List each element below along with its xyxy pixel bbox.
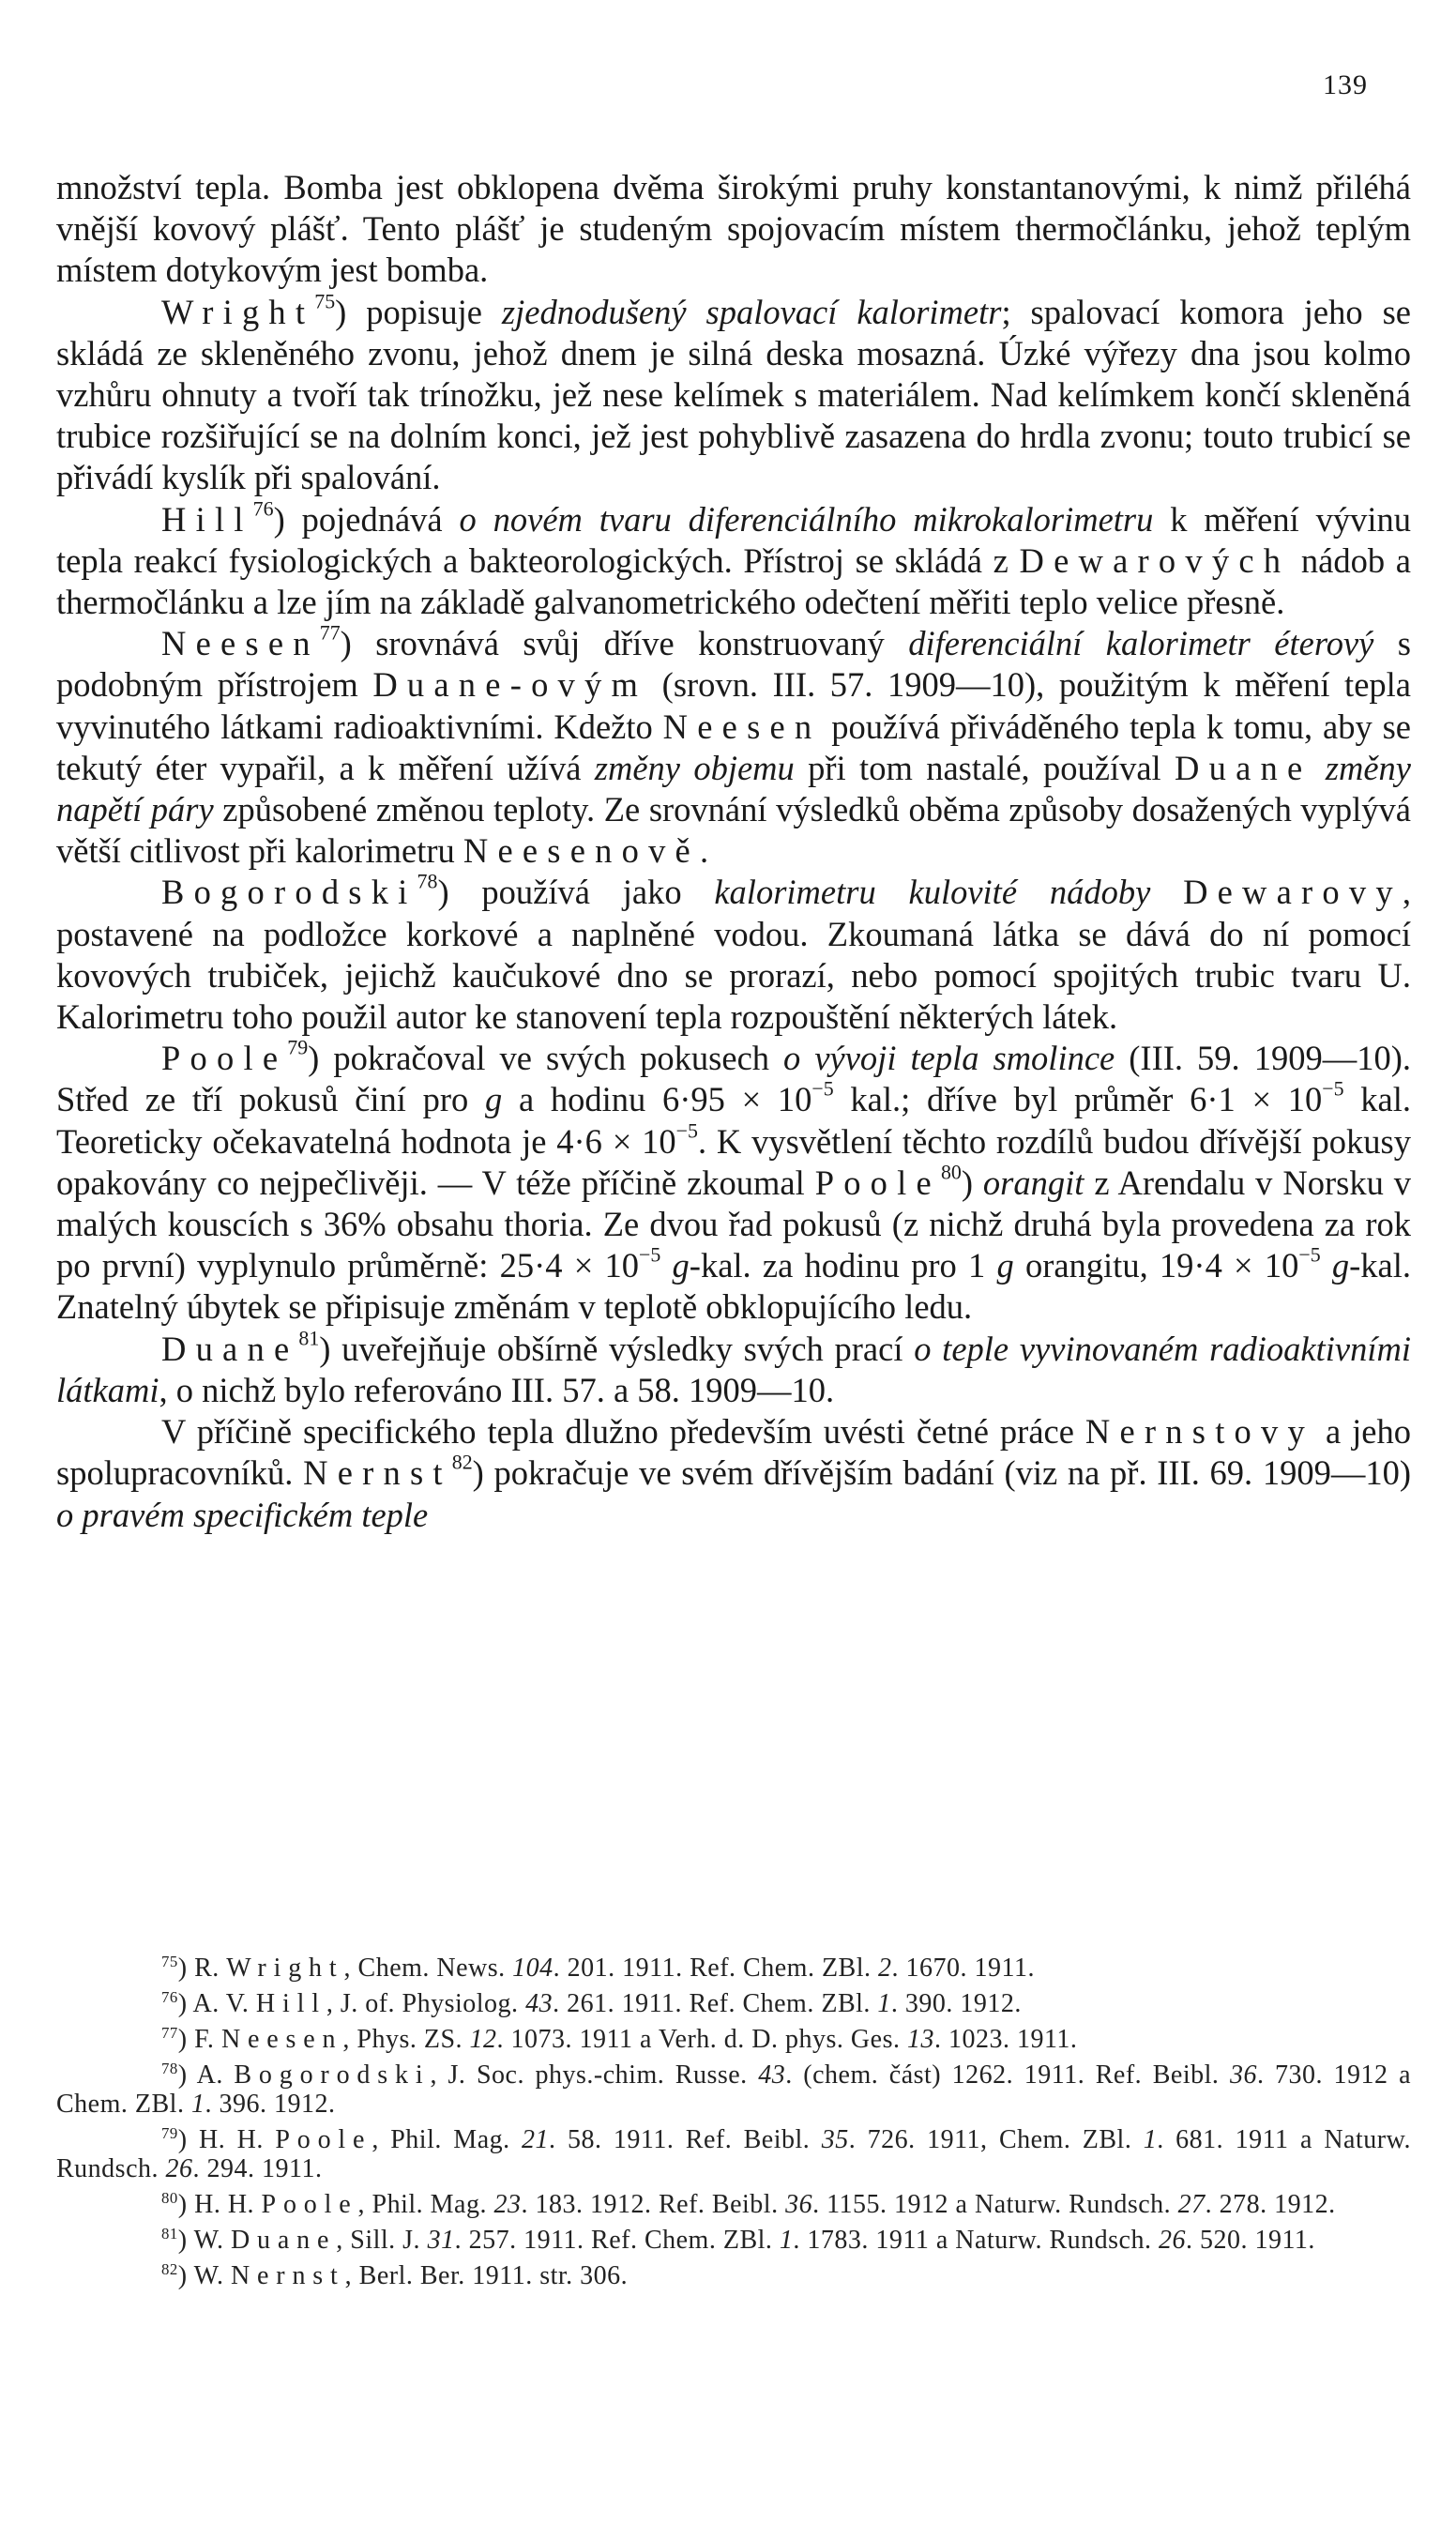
footnote-ref: −5 [1322, 1077, 1344, 1102]
italic-text: diferenciální kalorimetr éterový [908, 624, 1374, 663]
paragraph [56, 620, 1411, 872]
footnote-ref: 77 [319, 620, 341, 645]
text-run: , Phys. ZS. [342, 2025, 470, 2054]
text-run: ) W. [177, 2261, 231, 2290]
text-run: . 1670. 1911. [891, 1954, 1035, 1983]
body-text [56, 167, 1411, 1536]
text-run: . 1073. 1911 a Verh. d. D. phys. Ges. [496, 2025, 907, 2054]
italic-text: 1 [779, 2226, 794, 2255]
footnote-ref: 77 [161, 2023, 178, 2042]
text-run: . 261. 1911. Ref. Chem. ZBl. [553, 1989, 878, 2018]
footnote-ref: 82 [451, 1450, 473, 1474]
text-run: ) A. [177, 2060, 235, 2090]
text-run: kal. Teoreticky očekavatelná hodnota je 4·6 × 10 [56, 1080, 1412, 1161]
text-run: ) používá jako [437, 873, 715, 912]
text-run: . 390. 1912. [890, 1989, 1022, 2018]
text-run: . 396. 1912. [205, 2090, 336, 2119]
footnote-ref: −5 [639, 1242, 661, 1267]
author-name: Duane [161, 1329, 299, 1368]
author-name: Neesen [662, 707, 822, 746]
italic-text: 104 [512, 1954, 554, 1983]
text-run: ) popisuje [335, 292, 502, 331]
text-run: -kal. za hodinu pro 1 [689, 1246, 997, 1285]
text-run: . 1155. 1912 a Naturw. Rundsch. [812, 2190, 1178, 2219]
author-name: Poole [261, 2190, 358, 2219]
text-run: ) [961, 1163, 983, 1202]
author-name: Duane [1175, 748, 1312, 787]
text-run [1312, 749, 1325, 787]
author-name: Duane-ovým [372, 665, 648, 705]
footnote-ref: 80 [940, 1160, 962, 1184]
text-run: ; spalovací komora jeho se skládá ze skleněného zvonu, jehož dnem je silná deska mosazná. Úzké výřezy dna jsou kolmo vzhůru ohnuty a tvoří tak trínožku, jež nese kelímek s materiálem. Nad kelímkem končí skleněná trubice rozšiřující se na dolním konci, jež jest pohyblivě zasazena do hrdla zvonu; touto trubicí se přivádí kyslík při spalování. [56, 292, 1411, 497]
footnote [56, 2025, 1411, 2054]
text-run: ) uveřejňuje obšírně výsledky svých prací [319, 1329, 915, 1368]
paragraph [56, 1411, 1411, 1536]
text-run: . 201. 1911. Ref. Chem. ZBl. [553, 1954, 879, 1983]
text-run: , Phil. Mag. [357, 2190, 494, 2219]
text-run: -kal. Znatelný úbytek se připisuje změnám v teplotě obklopujícího ledu. [56, 1246, 1411, 1327]
footnote-ref: −5 [1298, 1242, 1321, 1267]
author-name: Bogorodski [234, 2060, 431, 2090]
text-run: . 278. 1912. [1205, 2190, 1336, 2219]
footnotes [56, 1954, 1411, 2297]
italic-text: orangit [982, 1163, 1084, 1202]
text-run: , J. of. Physiolog. [326, 1989, 526, 2018]
text-run: ) F. [177, 2025, 221, 2054]
footnote-ref: 79 [161, 2123, 178, 2142]
italic-text: o teple vyvinovaném radioaktivními látkami [56, 1329, 1411, 1409]
paragraph [56, 496, 1412, 624]
text-run: . 183. 1912. Ref. Beibl. [521, 2190, 786, 2219]
text-run: . K vysvětlení těchto rozdílů budou dřívější pokusy opakovány co nejpečlivěji. — V téže příčině zkoumal [56, 1121, 1411, 1202]
text-run: (III. 59. 1909—10). Střed ze tří pokusů činí pro [56, 1039, 1411, 1119]
text-run: ) A. V. [177, 1989, 256, 2018]
footnote-ref: 76 [161, 1987, 178, 2006]
italic-text: 13 [906, 2025, 934, 2054]
author-name: Dewarových [1019, 540, 1291, 580]
text-run: , Sill. J. [336, 2226, 428, 2255]
text-run [1150, 873, 1183, 911]
author-name: Wright [226, 1954, 344, 1983]
italic-text: kalorimetru kulovité nádoby [714, 873, 1151, 912]
text-run: ) H. H. [177, 2125, 276, 2154]
text-run: z Arendalu v Norsku v malých kouscích s 36% obsahu thoria. Ze dvou řad pokusů (z nichž druhá byla provedena za rok po první) vyplynulo průměrně: 25·4 × 10 [56, 1163, 1412, 1285]
italic-text: 12 [469, 2025, 497, 2054]
footnote-ref: 75 [314, 289, 336, 313]
italic-text: 35 [821, 2125, 849, 2154]
footnote [56, 2261, 1411, 2290]
text-run: , Chem. News. [343, 1954, 513, 1983]
text-run: kal.; dříve byl průměr 6·1 × 10 [833, 1080, 1323, 1119]
text-run: nádob a thermočlánku a lze jím na základě galvanometrického odečtení měřiti teplo velice přesně. [56, 540, 1412, 622]
italic-text: změny objemu [594, 748, 795, 787]
footnote-ref: 75 [161, 1952, 178, 1970]
italic-text: 1 [1143, 2125, 1158, 2154]
italic-text: 23 [493, 2190, 522, 2219]
text-run: , postavené na podložce korkové a naplněné vodou. Zkoumaná látka se dává do ní pomocí kovových trubiček, jejichž kaučukové dno se prorazí, nebo pomocí spojitých trubic tvaru U. Kalorimetru toho použil autor ke stanovení tepla rozpouštění některých látek. [56, 873, 1411, 1037]
paragraph [56, 1035, 1412, 1328]
text-run [660, 1246, 672, 1285]
text-run: s podobným přístrojem [56, 624, 1411, 705]
text-run: , Berl. Ber. 1911. str. 306. [344, 2261, 629, 2290]
text-run: . (chem. část) 1262. 1911. Ref. Beibl. [785, 2060, 1230, 2090]
italic-text: 43 [758, 2060, 786, 2090]
text-run: a hodinu 6·95 × 10 [502, 1080, 812, 1119]
italic-text: g [1331, 1246, 1350, 1285]
footnote [56, 2226, 1411, 2255]
italic-text: 36 [1229, 2060, 1257, 2090]
text-run: orangitu, 19·4 × 10 [1013, 1246, 1299, 1285]
author-name: Nernst [303, 1453, 452, 1493]
author-name: Dewarovy [1183, 873, 1403, 912]
text-run: způsobené změnou teploty. Ze srovnání výsledků oběma způsoby dosažených vyplývá větší citlivost při kalorimetru [56, 790, 1411, 871]
text-run: , o nichž bylo referováno III. 57. a 58. 1909—10. [159, 1370, 835, 1409]
author-name: Wright [161, 292, 315, 331]
text-run: . 681. 1911 a Naturw. Rundsch. [56, 2125, 1411, 2183]
italic-text: 2 [878, 1954, 892, 1983]
italic-text: 26 [1158, 2226, 1186, 2255]
text-run: . 1023. 1911. [933, 2025, 1078, 2054]
footnote [56, 1989, 1411, 2018]
footnote-ref: 81 [298, 1326, 320, 1350]
author-name: Hill [255, 1989, 326, 2018]
footnote-ref: 81 [161, 2224, 178, 2243]
footnote-ref: 80 [161, 2188, 178, 2207]
author-name: Hill [161, 499, 253, 539]
italic-text: 27 [1177, 2190, 1206, 2219]
author-name: Neesen [220, 2025, 343, 2054]
author-name: Poole [161, 1039, 288, 1078]
italic-text: změny napětí páry [56, 748, 1411, 829]
footnote [56, 2060, 1411, 2119]
italic-text: 31 [427, 2226, 455, 2255]
text-run: ) srovnává svůj dříve konstruovaný [340, 624, 909, 663]
text-run: . 294. 1911. [192, 2154, 323, 2183]
paragraph [56, 872, 1411, 1038]
footnote [56, 2190, 1411, 2219]
italic-text: o vývoji tepla smolince [783, 1039, 1115, 1078]
text-run: ) H. H. [177, 2190, 262, 2219]
footnote-ref: 82 [161, 2259, 178, 2278]
footnote-ref: −5 [675, 1118, 698, 1143]
text-run: . 257. 1911. Ref. Chem. ZBl. [454, 2226, 780, 2255]
italic-text: 26 [165, 2154, 193, 2183]
text-run: ) pokračuje ve svém dřívějším badání (viz na př. III. 69. 1909—10) [472, 1453, 1411, 1493]
paragraph [56, 1326, 1411, 1411]
footnote-ref: 76 [252, 496, 274, 521]
text-run: ) W. [177, 2226, 231, 2255]
text-run: k měření vývinu tepla reakcí fysiologických a bakteorologických. Přístroj se skládá z [56, 499, 1411, 580]
text-run: . 726. 1911, Chem. ZBl. [848, 2125, 1144, 2154]
italic-text: zjednodušený spalovací kalorimetr [501, 292, 1002, 331]
italic-text: 1 [190, 2090, 205, 2119]
text-run: . 520. 1911. [1185, 2226, 1315, 2255]
text-run: ) pojednává [273, 499, 460, 539]
italic-text: 36 [785, 2190, 813, 2219]
italic-text: 43 [525, 1989, 554, 2018]
text-run: , J. Soc. phys.-chim. Russe. [430, 2060, 759, 2090]
author-name: Neesenově [463, 831, 700, 871]
page-number: 139 [1323, 69, 1368, 100]
footnote [56, 1954, 1411, 1983]
text-run: množství tepla. Bomba jest obklopena dvěma širokými pruhy konstantanovými, k nimž přiléhá vnější kovový plášť. Tento plášť je studeným spojovacím místem thermočlánku, jehož teplým místem dotykovým jest bomba. [56, 168, 1411, 290]
text-run: při tom nastalé, používal [794, 748, 1175, 787]
text-run: V příčině specifického tepla dlužno především uvésti četné práce [161, 1412, 1085, 1452]
author-name: Nernst [230, 2261, 345, 2290]
footnote-ref: −5 [811, 1077, 834, 1102]
paragraph [56, 167, 1411, 292]
author-name: Bogorodski [161, 873, 417, 912]
italic-text: 21 [522, 2125, 550, 2154]
text-run: . 730. 1912 a Chem. ZBl. [56, 2060, 1412, 2119]
author-name: Neesen [161, 624, 320, 663]
paragraph [56, 289, 1411, 499]
italic-text: 1 [877, 1989, 891, 2018]
author-name: Nernstovy [1084, 1412, 1314, 1452]
text-run: . 58. 1911. Ref. Beibl. [549, 2125, 822, 2154]
footnote-ref: 78 [161, 2059, 178, 2077]
author-name: Poole [814, 1163, 941, 1202]
italic-text: g [672, 1246, 690, 1285]
text-run: ) R. [177, 1954, 227, 1983]
italic-text: o novém tvaru diferenciálního mikrokalorimetru [459, 499, 1154, 539]
text-run: (srovn. III. 57. 1909—10), použitým k měření tepla vyvinutého látkami radioaktivními. Kdežto [56, 665, 1411, 746]
italic-text: o pravém specifickém teple [56, 1495, 429, 1534]
text-run: , Phil. Mag. [372, 2125, 523, 2154]
footnote-ref: 78 [417, 870, 438, 894]
italic-text: g [996, 1246, 1014, 1285]
author-name: Poole [275, 2125, 372, 2154]
italic-text: g [484, 1080, 503, 1119]
text-run: používá přiváděného tepla k tomu, aby se tekutý éter vypařil, a k měření užívá [56, 707, 1411, 787]
text-run [1321, 1246, 1332, 1285]
footnote [56, 2125, 1411, 2183]
text-run: ) pokračoval ve svých pokusech [308, 1039, 784, 1078]
text-run: . 1783. 1911 a Naturw. Rundsch. [793, 2226, 1159, 2255]
footnote-ref: 79 [287, 1035, 309, 1059]
text-run: . [699, 831, 709, 871]
author-name: Duane [230, 2226, 337, 2255]
text-run: a jeho spolupracovníků. [56, 1412, 1411, 1493]
